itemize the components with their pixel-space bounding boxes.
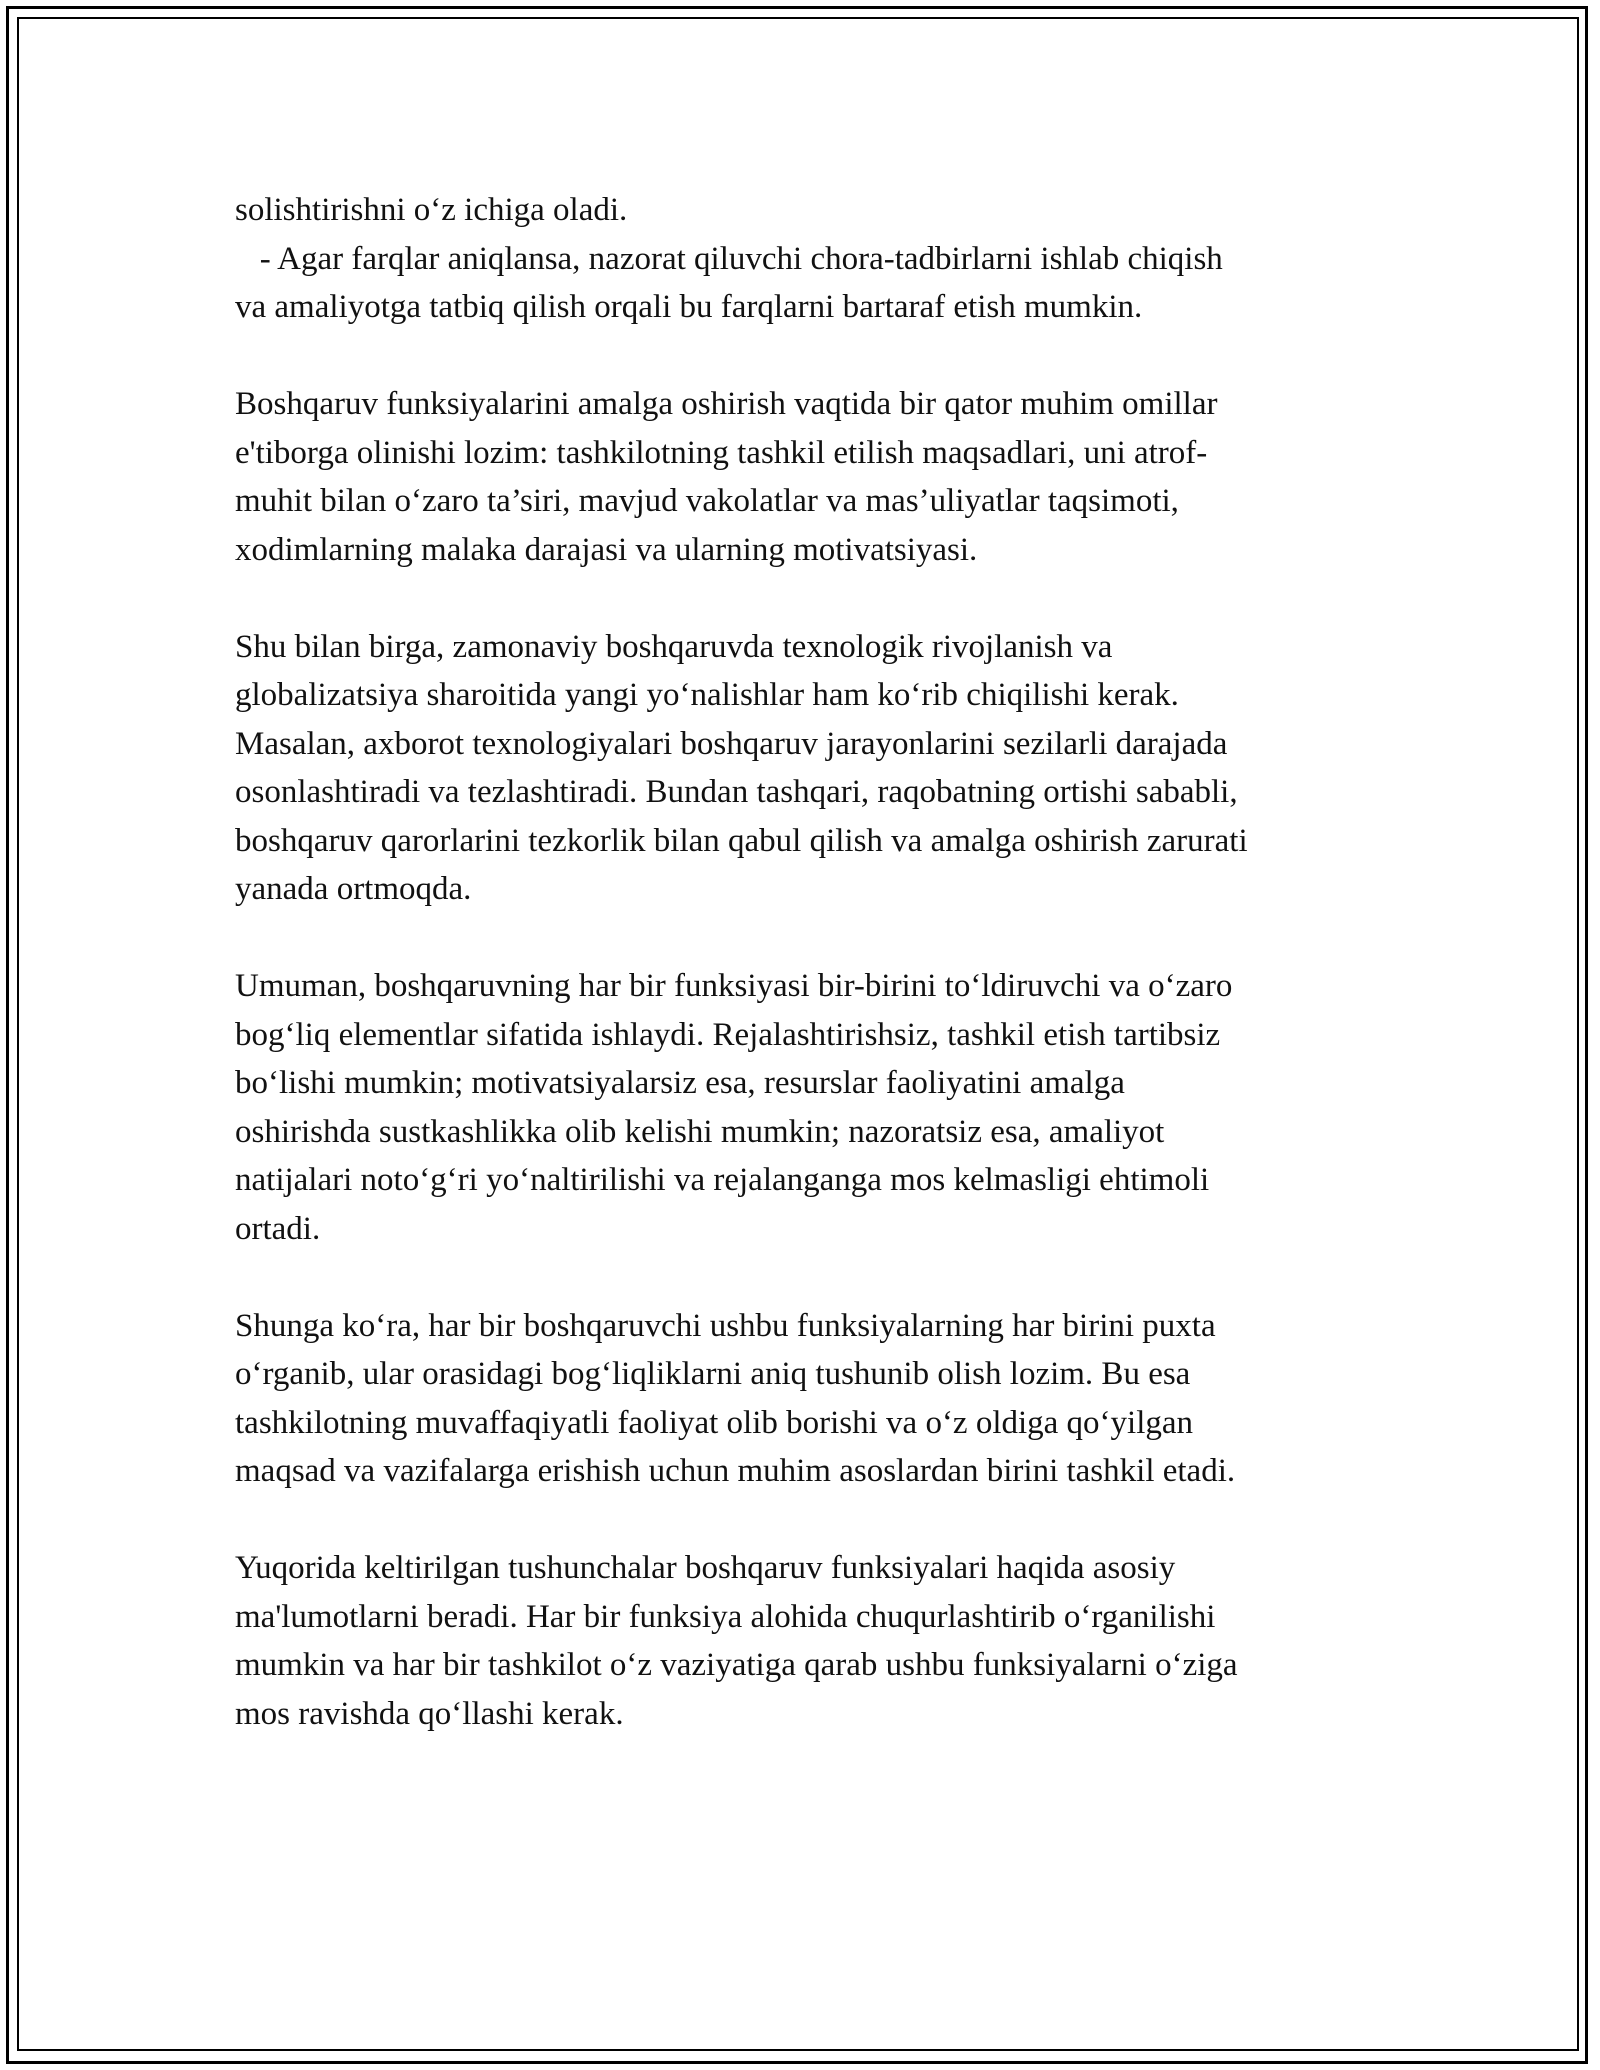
text-line: osonlashtiradi va tezlashtiradi. Bundan tashqari, raqobatning ortishi sababli, xyxy=(235,774,1238,810)
paragraph-2 xyxy=(235,380,1375,574)
text-line: va amaliyotga tatbiq qilish orqali bu farqlarni bartaraf etish mumkin. xyxy=(235,289,1143,325)
text-line: Umuman, boshqaruvning har bir funksiyasi bir-birini to‘ldiruvchi va o‘zaro xyxy=(235,968,1233,1004)
paragraph-3 xyxy=(235,623,1375,914)
text-line: e'tiborga olinishi lozim: tashkilotning tashkil etilish maqsadlari, uni atrof- xyxy=(235,434,1208,471)
text-line: mos ravishda qo‘llashi kerak. xyxy=(235,1695,624,1732)
text-line: boshqaruv qarorlarini tezkorlik bilan qabul qilish va amalga oshirish zarurati xyxy=(235,822,1248,859)
paragraph-1 xyxy=(235,186,1375,332)
text-line: solishtirishni o‘z ichiga oladi. xyxy=(235,192,628,228)
text-line: - Agar farqlar aniqlansa, nazorat qiluvchi chora-tadbirlarni ishlab chiqish xyxy=(235,240,1223,277)
text-line: maqsad va vazifalarga erishish uchun muhim asoslardan birini tashkil etadi. xyxy=(235,1453,1236,1489)
text-line: ortadi. xyxy=(235,1210,321,1247)
text-line: muhit bilan o‘zaro ta’siri, mavjud vakolatlar va mas’uliyatlar taqsimoti, xyxy=(235,483,1179,519)
text-line: ma'lumotlarni beradi. Har bir funksiya alohida chuqurlashtirib o‘rganilishi xyxy=(235,1598,1216,1635)
text-line: Masalan, axborot texnologiyalari boshqaruv jarayonlarini sezilarli darajada xyxy=(235,725,1228,762)
text-line: bog‘liq elementlar sifatida ishlaydi. Rejalashtirishsiz, tashkil etish tartibsiz xyxy=(235,1016,1221,1053)
paragraph-4 xyxy=(235,962,1375,1253)
text-line: Yuqorida keltirilgan tushunchalar boshqaruv funksiyalari haqida asosiy xyxy=(235,1550,1176,1586)
text-line: o‘rganib, ular orasidagi bog‘liqliklarni aniq tushunib olish lozim. Bu esa xyxy=(235,1356,1191,1392)
text-line: Shunga ko‘ra, har bir boshqaruvchi ushbu funksiyalarning har birini puxta xyxy=(235,1307,1216,1344)
text-line: Boshqaruv funksiyalarini amalga oshirish vaqtida bir qator muhim omillar xyxy=(235,386,1218,422)
paragraph-5 xyxy=(235,1302,1375,1496)
text-line: bo‘lishi mumkin; motivatsiyalarsiz esa, resurslar faoliyatini amalga xyxy=(235,1065,1125,1101)
text-line: tashkilotning muvaffaqiyatli faoliyat olib borishi va o‘z oldiga qo‘yilgan xyxy=(235,1404,1194,1441)
text-line: natijalari noto‘g‘ri yo‘naltirilishi va rejalanganga mos kelmasligi ehtimoli xyxy=(235,1162,1210,1198)
text-line: mumkin va har bir tashkilot o‘z vaziyatiga qarab ushbu funksiyalarni o‘ziga xyxy=(235,1647,1238,1683)
text-line: xodimlarning malaka darajasi va ularning motivatsiyasi. xyxy=(235,531,978,568)
text-line: globalizatsiya sharoitida yangi yo‘nalishlar ham ko‘rib chiqilishi kerak. xyxy=(235,677,1179,713)
paragraph-6 xyxy=(235,1544,1375,1738)
text-line: yanada ortmoqda. xyxy=(235,871,472,907)
text-line: Shu bilan birga, zamonaviy boshqaruvda texnologik rivojlanish va xyxy=(235,628,1113,665)
text-line: oshirishda sustkashlikka olib kelishi mumkin; nazoratsiz esa, amaliyot xyxy=(235,1113,1165,1150)
document-body xyxy=(235,186,1375,1787)
